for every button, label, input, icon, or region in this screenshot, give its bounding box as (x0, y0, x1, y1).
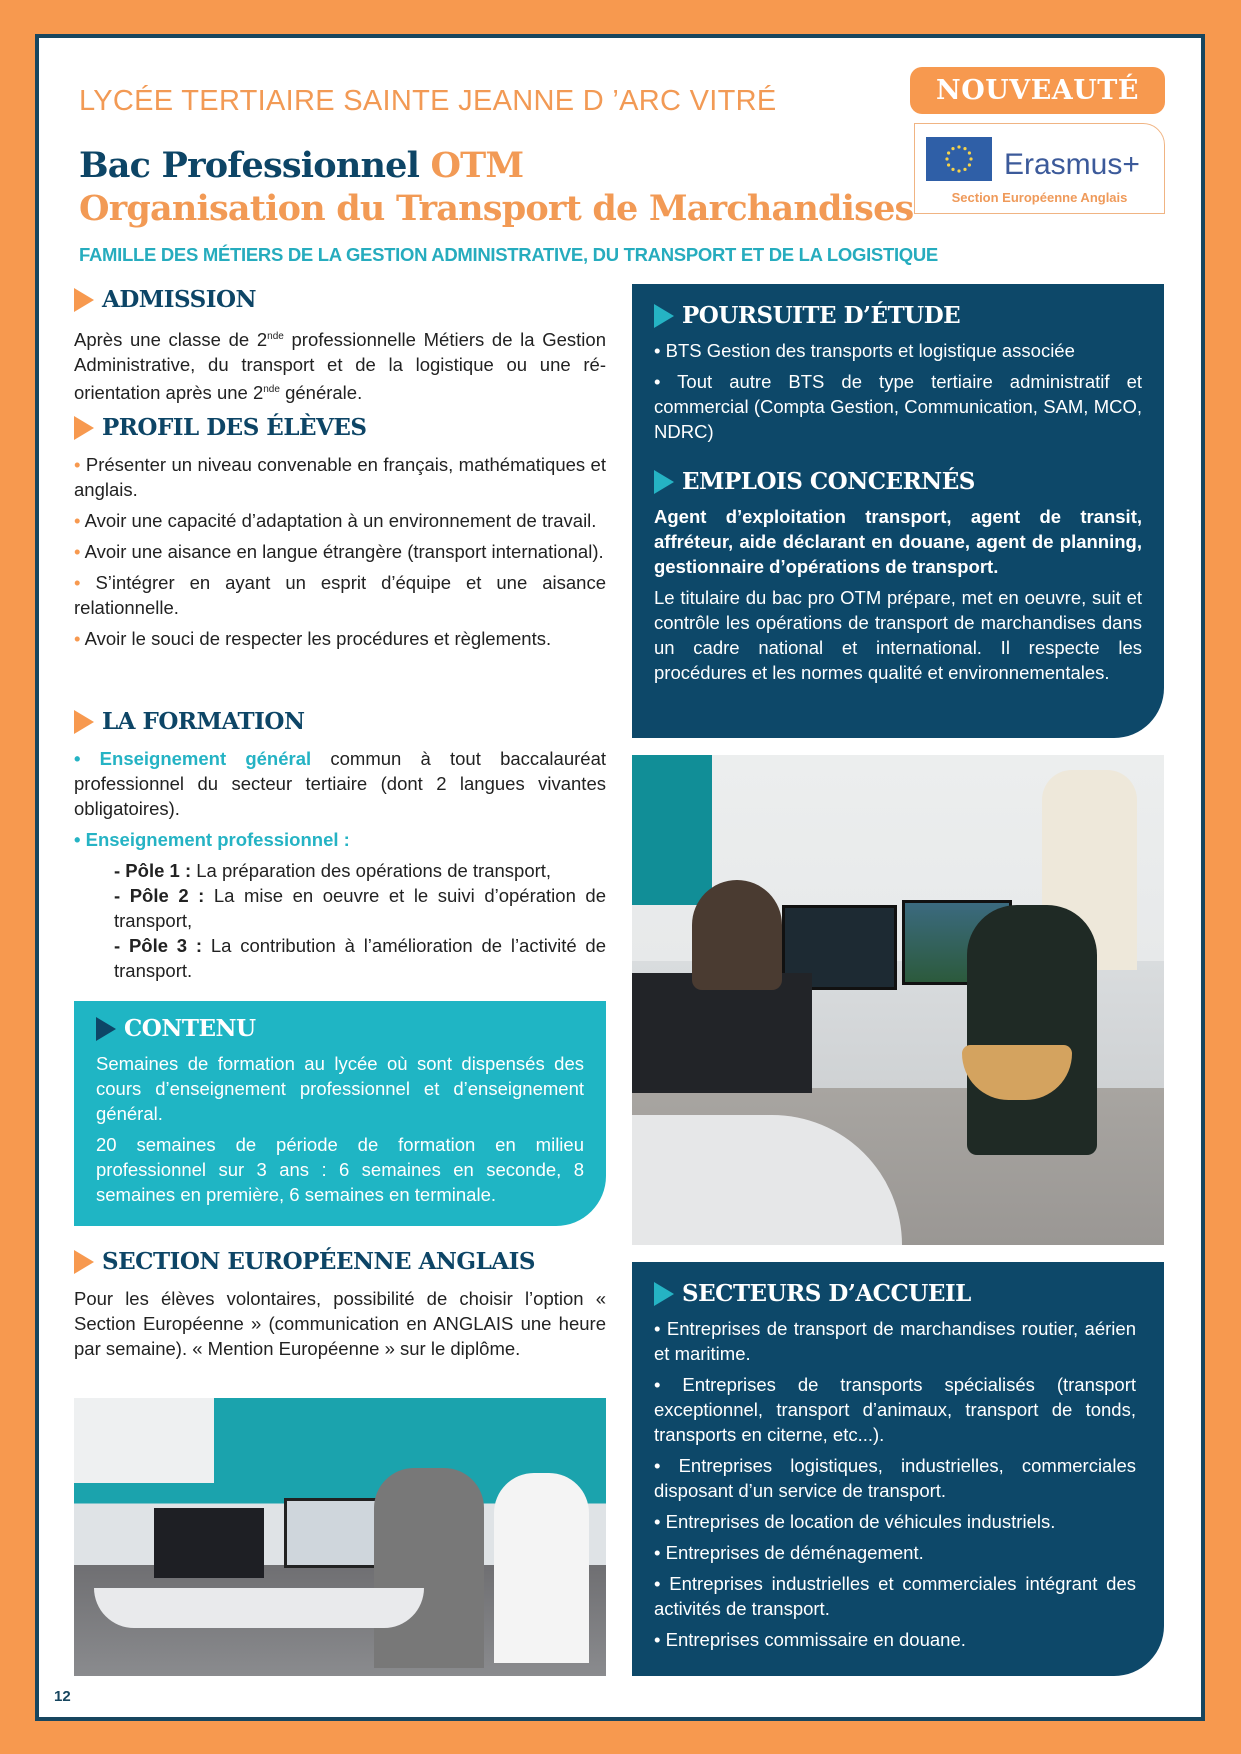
poursuite-title: POURSUITE D’ÉTUDE (682, 302, 961, 329)
list-item: • Entreprises logistiques, industrielles, commerciales disposant d’un service de transport. (654, 1455, 1136, 1501)
list-item: • Entreprises commissaire en douane. (654, 1629, 966, 1650)
erasmus-caption: Section Européenne Anglais (951, 190, 1128, 205)
list-item: • Entreprises industrielles et commerciales intégrant des activités de transport. (654, 1573, 1136, 1619)
school-name: LYCÉE TERTIAIRE SAINTE JEANNE D ’ARC VITRÉ (79, 85, 777, 117)
profil-title: PROFIL DES ÉLÈVES (102, 414, 367, 441)
title-acronym: OTM (430, 145, 524, 186)
classroom-computers-photo (74, 1398, 606, 1676)
list-item: • Avoir une aisance en langue étrangère (transport international). (74, 541, 604, 562)
list-item: • Entreprises de location de véhicules industriels. (654, 1511, 1056, 1532)
emplois-heading (654, 468, 975, 495)
list-item: • Présenter un niveau convenable en français, mathématiques et anglais. (74, 454, 606, 500)
section-euro-heading (74, 1248, 535, 1275)
list-item: • Entreprises de déménagement. (654, 1542, 924, 1563)
pole-item: - Pôle 2 : La mise en oeuvre et le suivi d’opération de transport, (114, 885, 606, 931)
emplois-title: EMPLOIS CONCERNÉS (682, 468, 975, 495)
contenu-heading (96, 1015, 256, 1042)
list-item: • Entreprises de transport de marchandises routier, aérien et maritime. (654, 1318, 1136, 1364)
formation-text: • Enseignement général commun à tout baccalauréat professionnel du secteur tertiaire (dont 2 langues vivantes obligatoires). • Enseignement professionnel : - Pôle 1 : La préparation des opérations de transport, - Pôle 2 : La mise en oeuvre et le suivi d’opération de transport, - Pôle 3 : La contribution à l’amélioration de l’activité de transport. (74, 748, 607, 981)
formation-title: LA FORMATION (102, 708, 305, 735)
admission-heading (74, 286, 256, 313)
triangle-bullet-icon (74, 416, 94, 440)
section-euro-title: SECTION EUROPÉENNE ANGLAIS (102, 1248, 535, 1275)
triangle-bullet-icon (74, 1250, 94, 1274)
admission-text: Après une classe de 2nde professionnelle Métiers de la Gestion Administrative, du transport et de la logistique ou une ré-orientation après une 2nde générale. (74, 329, 606, 404)
page-frame (35, 34, 1205, 1721)
secteurs-title: SECTEURS D’ACCUEIL (682, 1280, 971, 1307)
triangle-bullet-icon (654, 470, 674, 494)
poursuite-emplois-box (632, 284, 1164, 738)
triangle-bullet-icon (654, 1282, 674, 1306)
contenu-text: Semaines de formation au lycée où sont dispensés des cours d’enseignement professionnel et d’enseignement général. 20 semaines de période de formation en milieu professionnel sur 3 ans : 6 semaines en seconde, 8 semaines en première, 6 semaines en terminale. (96, 1053, 584, 1205)
poursuite-list (654, 338, 1142, 450)
contenu-box (74, 1001, 606, 1226)
admission-title: ADMISSION (102, 286, 257, 313)
list-item: • S’intégrer en ayant un esprit d’équipe et une aisance relationnelle. (74, 572, 606, 618)
triangle-bullet-icon (74, 710, 94, 734)
list-item: • Avoir une capacité d’adaptation à un environnement de travail. (74, 510, 597, 531)
list-item: • Avoir le souci de respecter les procédures et règlements. (74, 628, 552, 649)
nouveaute-badge: NOUVEAUTÉ (910, 67, 1165, 114)
page-title (79, 145, 523, 186)
pole-item: - Pôle 1 : La préparation des opérations de transport, (114, 860, 552, 881)
list-item: • Entreprises de transports spécialisés (transport exceptionnel, transport d’animaux, transport de tonds, transports en citerne, etc...). (654, 1374, 1136, 1445)
eu-flag-icon (926, 137, 992, 181)
title-prefix: Bac Professionnel (79, 145, 431, 186)
poursuite-heading (654, 302, 960, 329)
pole-item: - Pôle 3 : La contribution à l’amélioration de l’activité de transport. (114, 935, 607, 981)
secteurs-list (654, 1316, 1136, 1658)
contenu-title: CONTENU (124, 1015, 256, 1042)
profil-list (74, 452, 606, 657)
erasmus-logo-box (914, 123, 1165, 214)
emplois-text: Agent d’exploitation transport, agent de transit, affréteur, aide déclarant en douane, agent de planning, gestionnaire d’opérations de transport. Le titulaire du bac pro OTM prépare, met en oeuvre, suit et contrôle les opérations de transport de marchandises dans un cadre national et international. Il respecte les procédures et les normes qualité et environnementales. (654, 506, 1142, 683)
section-euro-text: Pour les élèves volontaires, possibilité de choisir l’option « Section Européenne » (communication en ANGLAIS une heure par semaine). « Mention Européenne » sur le diplôme. (74, 1288, 606, 1359)
list-item: • Tout autre BTS de type tertiaire administratif et commercial (Compta Gestion, Communication, SAM, MCO, NDRC) (654, 371, 1142, 442)
list-item: • BTS Gestion des transports et logistique associée (654, 340, 1075, 361)
erasmus-wordmark: Erasmus+ (1004, 148, 1140, 181)
secteurs-box (632, 1262, 1164, 1676)
secteurs-heading (654, 1280, 971, 1307)
triangle-bullet-icon (96, 1017, 116, 1041)
page-subtitle: Organisation du Transport de Marchandises (79, 188, 914, 229)
triangle-bullet-icon (654, 304, 674, 328)
triangle-bullet-icon (74, 288, 94, 312)
formation-heading (74, 708, 304, 735)
famille-label: FAMILLE DES MÉTIERS DE LA GESTION ADMINISTRATIVE, DU TRANSPORT ET DE LA LOGISTIQUE (79, 244, 938, 265)
classroom-whiteboard-photo (632, 755, 1164, 1245)
page-number: 12 (54, 1688, 71, 1705)
profil-heading (74, 414, 367, 441)
